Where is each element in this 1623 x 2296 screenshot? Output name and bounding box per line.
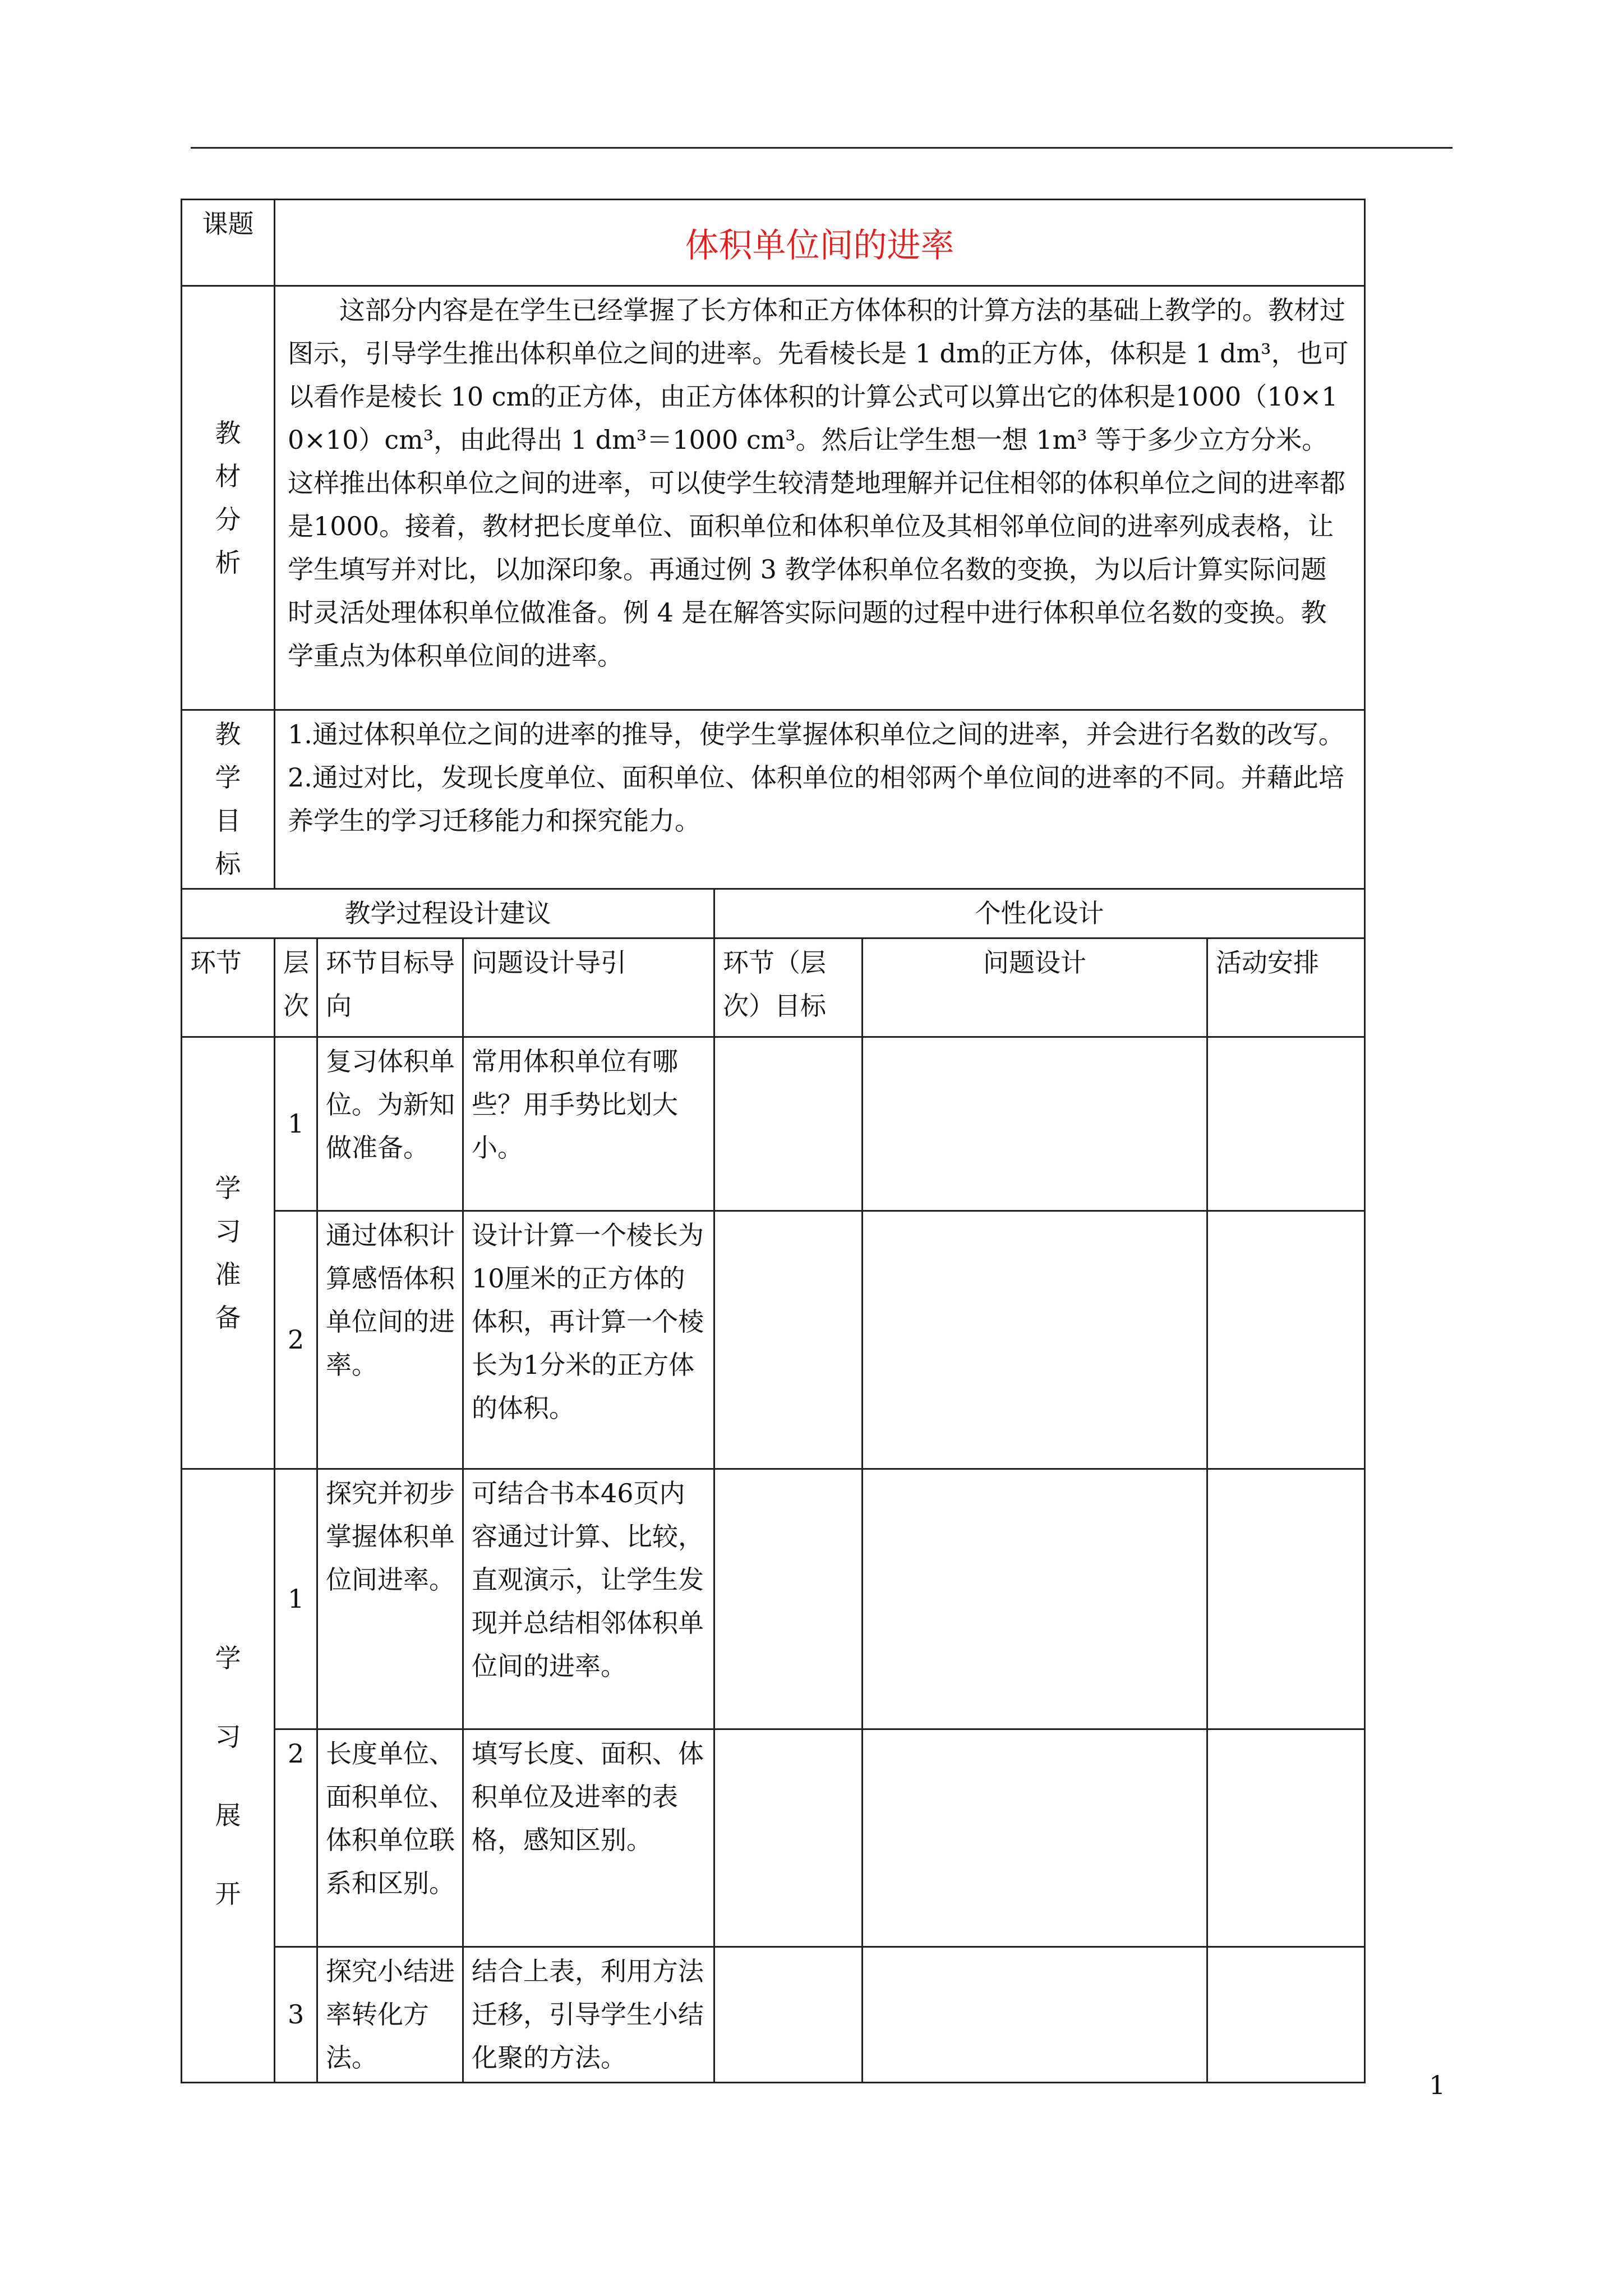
section-label-cell	[182, 1037, 275, 1469]
section-label-cell	[182, 1469, 275, 2083]
row-level: 3	[275, 1947, 317, 2083]
goals-row	[182, 710, 1365, 889]
row-guide: 可结合书本46页内容通过计算、比较，直观演示，让学生发现并总结相邻体积单位间的进率。	[463, 1469, 714, 1729]
column-header-row	[182, 938, 1365, 1037]
personal-question-cell[interactable]	[863, 1729, 1207, 1947]
col-header-goal: 环节目标导向	[317, 938, 463, 1037]
col-header-stage: 环节	[182, 938, 275, 1037]
row-goal: 长度单位、面积单位、体积单位联系和区别。	[317, 1729, 463, 1947]
analysis-row	[182, 286, 1365, 710]
row-guide: 常用体积单位有哪些？用手势比划大小。	[463, 1037, 714, 1211]
lesson-plan-table	[181, 199, 1366, 2083]
row-guide: 设计计算一个棱长为10厘米的正方体的体积，再计算一个棱长为1分米的正方体的体积。	[463, 1211, 714, 1469]
row-level: 2	[275, 1729, 317, 1947]
row-guide: 填写长度、面积、体积单位及进率的表格，感知区别。	[463, 1729, 714, 1947]
row-goal: 探究并初步掌握体积单位间进率。	[317, 1469, 463, 1729]
table-row	[182, 1037, 1365, 1211]
personal-question-cell[interactable]	[863, 1037, 1207, 1211]
analysis-text: 这部分内容是在学生已经掌握了长方体和正方体体积的计算方法的基础上教学的。教材过图示，引导学生推出体积单位之间的进率。先看棱长是 1 dm的正方体，体积是 1 dm³，也可以看作是棱长 10 cm的正方体，由正方体体积的计算公式可以算出它的体积是1000（10×10×10）cm³，由此得出 1 dm³＝1000 cm³。然后让学生想一想 1m³ 等于多少立方分米。这样推出体积单位之间的进率，可以使学生较清楚地理解并记住相邻的体积单位之间的进率都是1000。接着，教材把长度单位、面积单位和体积单位及其相邻单位间的进率列成表格，让学生填写并对比，以加深印象。再通过例 3 教学体积单位名数的变换，为以后计算实际问题时灵活处理体积单位做准备。例 4 是在解答实际问题的过程中进行体积单位名数的变换。教学重点为体积单位间的进率。	[275, 286, 1365, 710]
personal-goal-cell[interactable]	[714, 1469, 863, 1729]
goals-label-cell	[182, 710, 275, 889]
table-row	[182, 1947, 1365, 2083]
goal-item: 2.通过对比，发现长度单位、面积单位、体积单位的相邻两个单位间的进率的不同。并藉此培养学生的学习迁移能力和探究能力。	[288, 762, 1344, 836]
personal-goal-cell[interactable]	[714, 1211, 863, 1469]
row-level: 1	[275, 1037, 317, 1211]
goals-label: 教学目标	[215, 719, 241, 879]
goal-item: 1.通过体积单位之间的进率的推导，使学生掌握体积单位之间的进率，并会进行名数的改写。	[288, 719, 1344, 749]
table-row	[182, 1469, 1365, 1729]
personal-goal-cell[interactable]	[714, 1037, 863, 1211]
col-header-activity: 活动安排	[1207, 938, 1365, 1037]
lesson-label: 课题	[182, 200, 275, 286]
header-rule	[191, 147, 1453, 149]
row-level: 1	[275, 1469, 317, 1729]
process-header-row	[182, 889, 1365, 938]
table-row	[182, 1211, 1365, 1469]
personal-activity-cell[interactable]	[1207, 1037, 1365, 1211]
personal-activity-cell[interactable]	[1207, 1469, 1365, 1729]
page-number: 1	[1429, 2070, 1446, 2100]
col-header-personal-goal: 环节（层次）目标	[714, 938, 863, 1037]
section-label: 学习展开	[215, 1642, 241, 1909]
table-row	[182, 1729, 1365, 1947]
goals-cell	[275, 710, 1365, 889]
lesson-title-cell	[275, 200, 1365, 286]
personal-activity-cell[interactable]	[1207, 1211, 1365, 1469]
personal-activity-cell[interactable]	[1207, 1947, 1365, 2083]
personal-question-cell[interactable]	[863, 1947, 1207, 2083]
analysis-label: 教材分析	[215, 417, 241, 578]
personal-question-cell[interactable]	[863, 1469, 1207, 1729]
row-goal: 通过体积计算感悟体积单位间的进率。	[317, 1211, 463, 1469]
personal-goal-cell[interactable]	[714, 1947, 863, 2083]
row-guide: 结合上表，利用方法迁移，引导学生小结化聚的方法。	[463, 1947, 714, 2083]
title-row	[182, 200, 1365, 286]
analysis-label-cell	[182, 286, 275, 710]
lesson-title: 体积单位间的进率	[685, 226, 955, 265]
personal-question-cell[interactable]	[863, 1211, 1207, 1469]
col-header-guide: 问题设计导引	[463, 938, 714, 1037]
personal-goal-cell[interactable]	[714, 1729, 863, 1947]
process-left-header: 教学过程设计建议	[182, 889, 714, 938]
row-goal: 探究小结进率转化方法。	[317, 1947, 463, 2083]
section-label: 学习准备	[215, 1172, 241, 1333]
row-goal: 复习体积单位。为新知做准备。	[317, 1037, 463, 1211]
col-header-level: 层次	[275, 938, 317, 1037]
row-level: 2	[275, 1211, 317, 1469]
process-right-header: 个性化设计	[714, 889, 1365, 938]
col-header-question: 问题设计	[863, 938, 1207, 1037]
personal-activity-cell[interactable]	[1207, 1729, 1365, 1947]
